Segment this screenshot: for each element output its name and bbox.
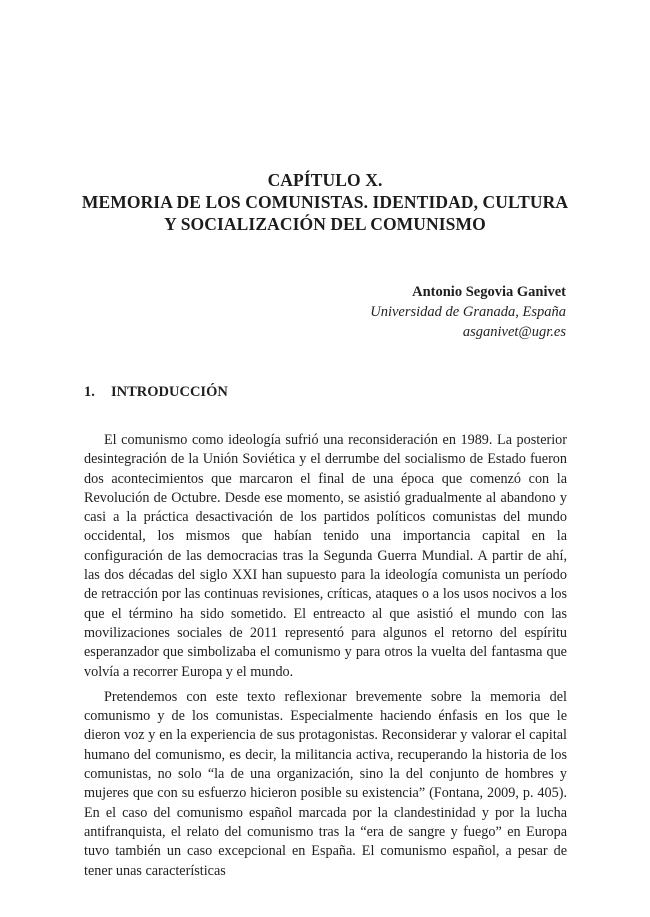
chapter-title (60, 169, 590, 235)
author-block (370, 282, 566, 342)
chapter-number: CAPÍTULO X. (267, 170, 383, 190)
body-text (84, 431, 567, 881)
chapter-title-line-1: MEMORIA DE LOS COMUNISTAS. IDENTIDAD, CULTURA (81, 192, 569, 212)
section-title: INTRODUCCIÓN (111, 384, 228, 400)
paragraph: El comunismo como ideología sufrió una reconsideración en 1989. La posterior desintegración de la Unión Soviética y el derrumbe del socialismo de Estado fueron dos acontecimientos que marcaron el final de una época que comenzó con la Revolución de Octubre. Desde ese momento, se asistió gradualmente al abandono y casi a la práctica desactivación de los partidos políticos comunistas del mundo occidental, los mismos que habían tenido una importancia capital en la configuración de las democracias tras la Segunda Guerra Mundial. A partir de ahí, las dos décadas del siglo XXI han supuesto para la ideología comunista un período de retracción por las continuas revisiones, críticas, ataques o a los usos nocivos a los que el término ha sido sometido. El entreacto al que asistió el mundo con las movilizaciones sociales de 2011 representó para algunos el retorno del espíritu esperanzador que simbolizaba el comunismo y para otros la vuelta del fantasma que volvía a recorrer Europa y el mundo. (84, 432, 567, 680)
paragraph: Pretendemos con este texto reflexionar brevemente sobre la memoria del comunismo y de los comunistas. Especialmente haciendo énfasis en los que le dieron voz y en la experiencia de sus protagonistas. Reconsiderar y valorar el capital humano del comunismo, es decir, la militancia activa, recuperando la historia de los comunistas, no solo “la de una organización, sino la del conjunto de hombres y mujeres que con su esfuerzo hicieron posible su existencia” (Fontana, 2009, p. 405). En el caso del comunismo español marcada por la clandestinidad y por la lucha antifranquista, el relato del comunismo tras la “era de sangre y fuego” en Europa tuvo también un caso excepcional en España. El comunismo español, a pesar de tener unas características (84, 688, 567, 879)
author-email: asganivet@ugr.es (462, 324, 566, 340)
author-name: Antonio Segovia Ganivet (412, 284, 566, 300)
section-number: 1. (84, 384, 95, 400)
author-affiliation: Universidad de Granada, España (370, 304, 566, 320)
chapter-title-line-2: Y SOCIALIZACIÓN DEL COMUNISMO (164, 214, 486, 234)
section-heading (84, 382, 228, 402)
